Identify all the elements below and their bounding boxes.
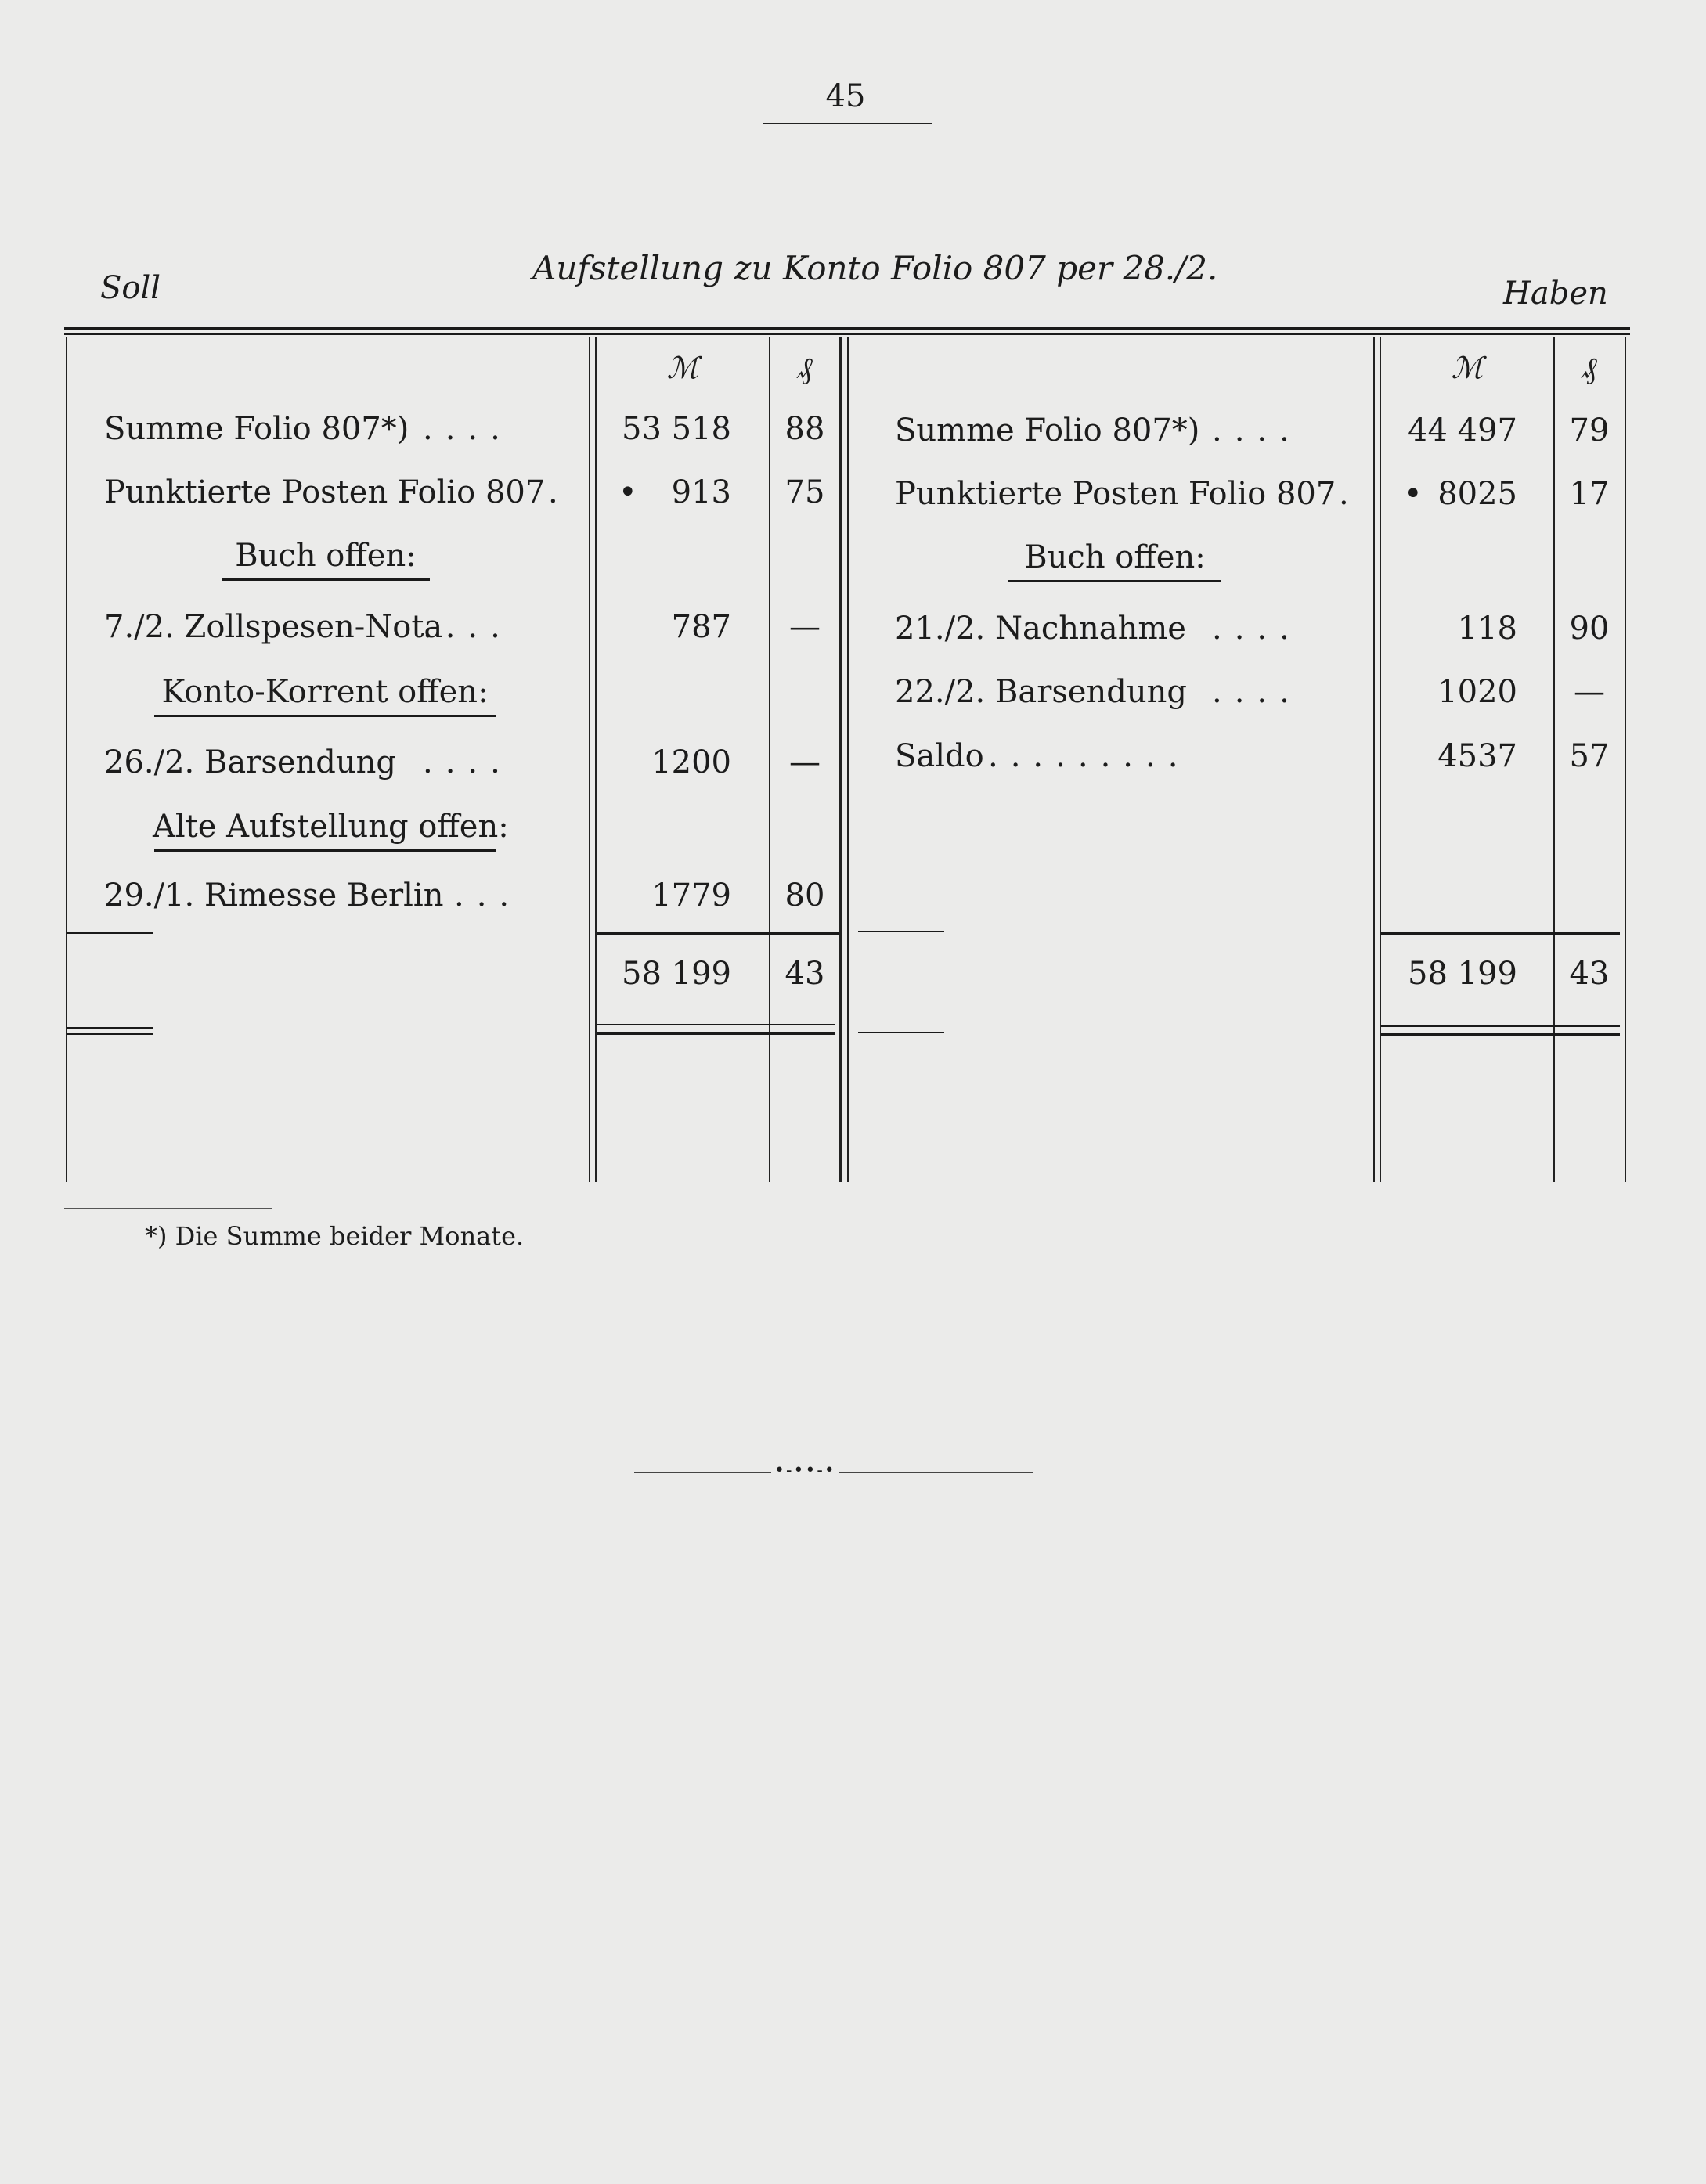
- page-number: 45: [825, 78, 866, 114]
- haben-label-sum-rule: [858, 931, 944, 932]
- haben-row-mark: 8025: [1437, 476, 1517, 512]
- soll-total-mark: 58 199: [622, 956, 731, 992]
- haben-row-mark: 4537: [1437, 738, 1517, 774]
- haben-row-label: Summe Folio 807*): [895, 413, 1200, 449]
- haben-row-pf: 17: [1569, 476, 1610, 512]
- haben-mark-col-line-a: [1373, 337, 1375, 1182]
- haben-row-pf: 57: [1569, 738, 1610, 774]
- soll-label-total-rule-b: [67, 1033, 153, 1035]
- leader-dots: .........: [988, 738, 1191, 774]
- leader-dots: ....: [1212, 413, 1302, 449]
- soll-row-mark: 1779: [651, 878, 731, 914]
- soll-mark-col-line-a: [589, 337, 590, 1182]
- haben-label-total-rule: [858, 1032, 944, 1033]
- soll-row-label: 26./2. Barsendung: [104, 744, 397, 780]
- soll-section-heading: Buch offen:: [235, 538, 417, 574]
- haben-row-pf: —: [1574, 674, 1605, 710]
- haben-row-label: 22./2. Barsendung: [895, 674, 1188, 710]
- soll-sum-rule: [597, 932, 839, 935]
- soll-label-total-rule-a: [67, 1027, 153, 1029]
- ornament: •-••-•: [771, 1461, 839, 1480]
- leader-dots: ...: [454, 878, 522, 914]
- soll-total-rule-b: [597, 1032, 835, 1035]
- soll-heading: Soll: [100, 270, 161, 306]
- soll-row-pf: 88: [784, 411, 825, 447]
- soll-row-label: 29./1. Rimesse Berlin: [104, 878, 444, 914]
- leader-dots: ....: [1212, 674, 1302, 710]
- haben-heading: Haben: [1503, 276, 1608, 312]
- footnote: *) Die Summe beider Monate.: [145, 1221, 525, 1251]
- section-underline: [1008, 580, 1221, 582]
- haben-pf-header: ₰: [1582, 351, 1597, 385]
- haben-total-rule-a: [1381, 1025, 1620, 1027]
- soll-row-pf: —: [789, 609, 821, 645]
- soll-row-mark: 787: [671, 609, 731, 645]
- soll-row-mark: 53 518: [622, 411, 731, 447]
- soll-total-rule-a: [597, 1024, 835, 1025]
- haben-row-pf: 79: [1569, 413, 1610, 449]
- haben-row-label: Punktierte Posten Folio 807: [895, 476, 1336, 512]
- soll-section-heading: Konto-Korrent offen:: [161, 674, 489, 710]
- haben-sum-rule: [1381, 932, 1620, 935]
- bullet-mark: •: [619, 474, 637, 510]
- soll-total-pf: 43: [784, 956, 825, 992]
- haben-total-mark: 58 199: [1408, 956, 1517, 992]
- haben-row-mark: 1020: [1437, 674, 1517, 710]
- leader-dots: ....: [423, 609, 513, 645]
- leader-dots: .: [548, 474, 558, 510]
- bullet-mark: •: [1404, 476, 1423, 512]
- haben-section-heading: Buch offen:: [1024, 539, 1206, 575]
- top-rule-thin: [64, 333, 1630, 335]
- soll-row-label: 7./2. Zollspesen-Nota: [104, 609, 443, 645]
- center-double-line-b: [847, 337, 849, 1182]
- soll-row-pf: —: [789, 744, 821, 780]
- leader-dots: ....: [1212, 611, 1302, 647]
- center-double-line-a: [839, 337, 842, 1182]
- leader-dots: .: [1339, 476, 1349, 512]
- footnote-rule: [64, 1208, 272, 1209]
- haben-total-pf: 43: [1569, 956, 1610, 992]
- haben-row-label: Saldo: [895, 738, 984, 774]
- haben-row-pf: 90: [1569, 611, 1610, 647]
- soll-section-heading: Alte Aufstellung offen:: [153, 809, 509, 845]
- soll-label-sum-rule: [67, 932, 153, 934]
- leader-dots: ....: [423, 744, 513, 780]
- haben-row-mark: 44 497: [1408, 413, 1517, 449]
- haben-row-label: 21./2. Nachnahme: [895, 611, 1186, 647]
- right-border: [1625, 337, 1626, 1182]
- page-number-rule: [763, 123, 932, 124]
- haben-mark-header: ℳ: [1451, 351, 1484, 385]
- top-rule: [64, 327, 1630, 330]
- soll-row-pf: 75: [784, 474, 825, 510]
- soll-pf-header: ₰: [797, 351, 813, 385]
- section-underline: [222, 578, 430, 581]
- soll-row-label: Punktierte Posten Folio 807: [104, 474, 546, 510]
- table-title: Aufstellung zu Konto Folio 807 per 28./2.: [532, 249, 1218, 287]
- soll-row-label: Summe Folio 807*): [104, 411, 409, 447]
- left-border: [66, 337, 67, 1182]
- section-underline: [154, 849, 496, 852]
- section-underline: [154, 715, 496, 717]
- haben-row-mark: 118: [1457, 611, 1517, 647]
- soll-row-pf: 80: [784, 878, 825, 914]
- soll-row-mark: 913: [671, 474, 731, 510]
- leader-dots: ....: [423, 411, 513, 447]
- soll-row-mark: 1200: [651, 744, 731, 780]
- soll-mark-header: ℳ: [666, 351, 699, 385]
- haben-total-rule-b: [1381, 1033, 1620, 1036]
